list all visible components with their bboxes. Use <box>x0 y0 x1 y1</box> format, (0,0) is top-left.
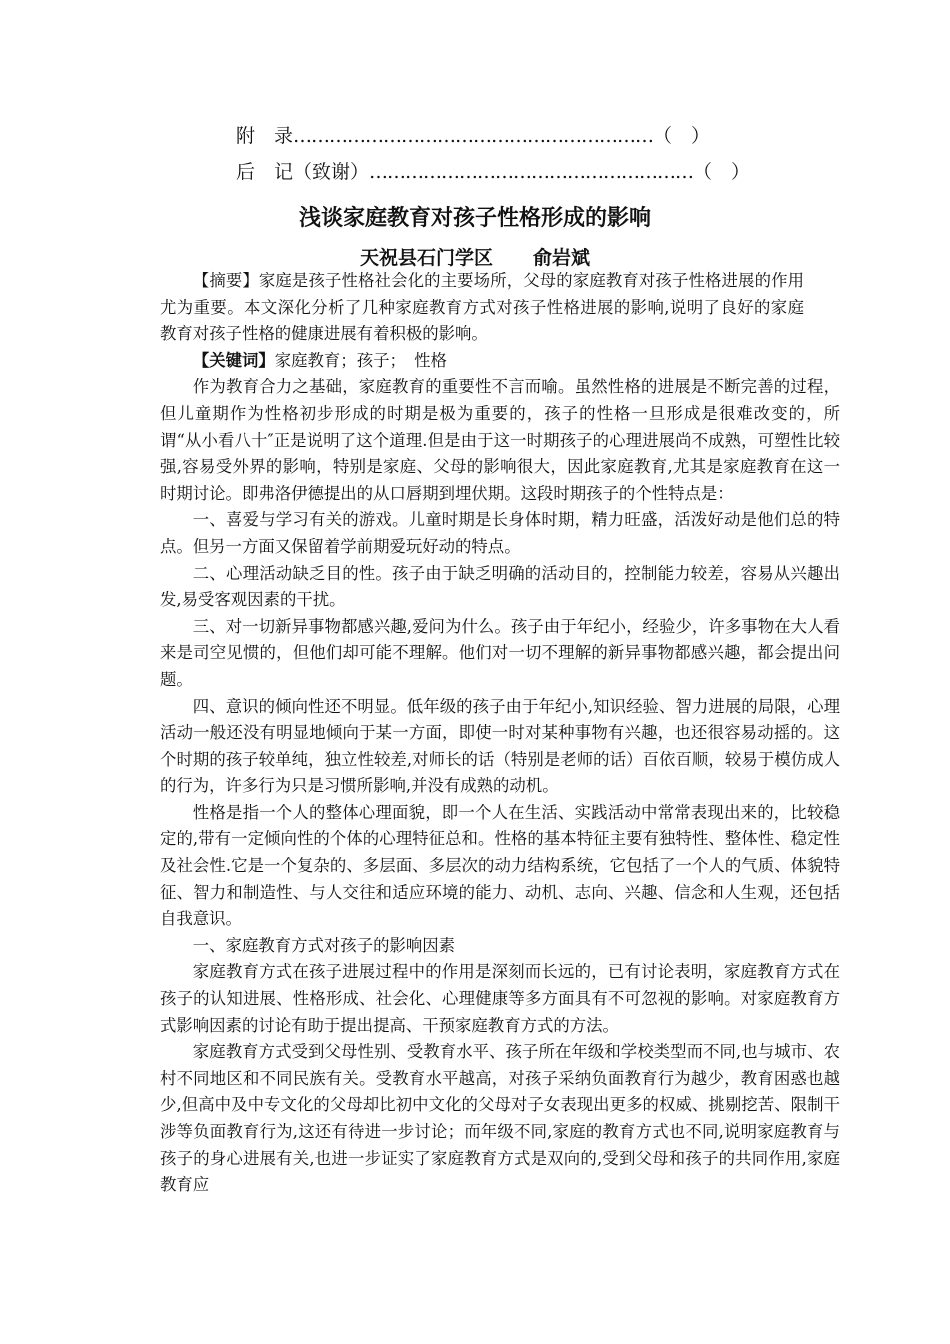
toc-page-number: （ ） <box>653 125 711 147</box>
body-paragraph: 性格是指一个人的整体心理面貌，即一个人在生活、实践活动中常常表现出来的，比较稳定的,带有一定倾向性的个体的心理特征总和。性格的基本特征主要有独特性、整体性、稳定性及社会性.它是一个复杂的、多层面、多层次的动力结构系统，它包括了一个人的气质、体貌特征、智力和制造性、与人交往和适应环境的能力、动机、志向、兴趣、信念和人生观，还包括自我意识。 <box>160 802 840 929</box>
keywords-label: 【关键词】 <box>192 350 275 370</box>
abstract-label: 【摘要】 <box>192 271 259 290</box>
toc-leader-dots: ……………………………………………… <box>369 161 694 183</box>
body-paragraph: 家庭教育方式在孩子进展过程中的作用是深刻而长远的，已有讨论表明，家庭教育方式在孩子的认知进展、性格形成、社会化、心理健康等多方面具有不可忽视的影响。对家庭教育方式影响因素的讨论有助于提出提高、干预家庭教育方式的方法。 <box>160 962 840 1035</box>
keywords-paragraph <box>160 348 840 375</box>
author-organization: 天祝县石门学区 <box>359 247 493 269</box>
toc-entry-postscript <box>236 158 796 186</box>
body-paragraph: 一、喜爱与学习有关的游戏。儿童时期是长身体时期，精力旺盛，活泼好动是他们总的特点。但另一方面又保留着学前期爱玩好动的特点。 <box>160 510 840 556</box>
author-name: 俞岩斌 <box>533 247 591 269</box>
body-paragraph: 二、心理活动缺乏目的性。孩子由于缺乏明确的活动目的，控制能力较差，容易从兴趣出发,易受客观因素的干扰。 <box>160 563 840 610</box>
body-paragraph: 作为教育合力之基础，家庭教育的重要性不言而喻。虽然性格的进展是不断完善的过程，但儿童期作为性格初步形成的时期是极为重要的，孩子的性格一旦形成是很难改变的，所谓“从小看八十″正是说明了这个道理.但是由于这一时期孩子的心理进展尚不成熟，可塑性比较强,容易受外界的影响，特别是家庭、父母的影响很大，因此家庭教育,尤其是家庭教育在这一时期讨论。即弗洛伊德提出的从口唇期到埋伏期。这段时期孩子的个性特点是： <box>160 377 840 503</box>
section-heading: 一、家庭教育方式对孩子的影响因素 <box>192 935 456 955</box>
body-paragraph: 四、意识的倾向性还不明显。低年级的孩子由于年纪小,知识经验、智力进展的局限，心理活动一般还没有明显地倾向于某一方面，即使一时对某种事物有兴趣，也还很容易动摇的。这个时期的孩子较单纯，独立性较差,对师长的话（特别是老师的话）百依百顺，较易于模仿成人的行为，许多行为只是习惯所影响,并没有成熟的动机。 <box>160 696 840 796</box>
abstract-paragraph <box>160 268 840 348</box>
toc-label: 附 录 <box>236 125 294 147</box>
toc-label: 后 记（致谢） <box>236 161 370 183</box>
toc-entry-appendix <box>236 122 796 150</box>
toc-leader-dots: …………………………………………………… <box>293 125 654 147</box>
body-paragraph: 三、对一切新异事物都感兴趣,爱问为什么。孩子由于年纪小，经验少，许多事物在大人看来是司空见惯的，但他们却可能不理解。他们对一切不理解的新异事物都感兴趣，都会提出问题。 <box>160 616 840 689</box>
body-paragraph: 家庭教育方式受到父母性别、受教育水平、孩子所在年级和学校类型而不同,也与城市、农村不同地区和不同民族有关。受教育水平越高，对孩子采纳负面教育行为越少，教育困惑也越少,但高中及中专文化的父母却比初中文化的父母对子女表现出更多的权威、挑剔挖苦、限制干涉等负面教育行为,这还有待进一步讨论；而年级不同,家庭的教育方式也不同,说明家庭教育与孩子的身心进展有关,也进一步证实了家庭教育方式是双向的,受到父母和孩子的共同作用,家庭教育应 <box>160 1042 840 1195</box>
abstract-text: 家庭是孩子性格社会化的主要场所，父母的家庭教育对孩子性格进展的作用尤为重要。本文深化分析了几种家庭教育方式对孩子性格进展的影响,说明了良好的家庭教育对孩子性格的健康进展有着积极的影响。 <box>160 271 805 344</box>
article-title: 浅谈家庭教育对孩子性格形成的影响 <box>298 206 651 231</box>
article-body <box>160 268 840 1199</box>
toc-page-number: （ ） <box>693 161 751 183</box>
keywords-text: 家庭教育；孩子； 性格 <box>274 350 447 370</box>
